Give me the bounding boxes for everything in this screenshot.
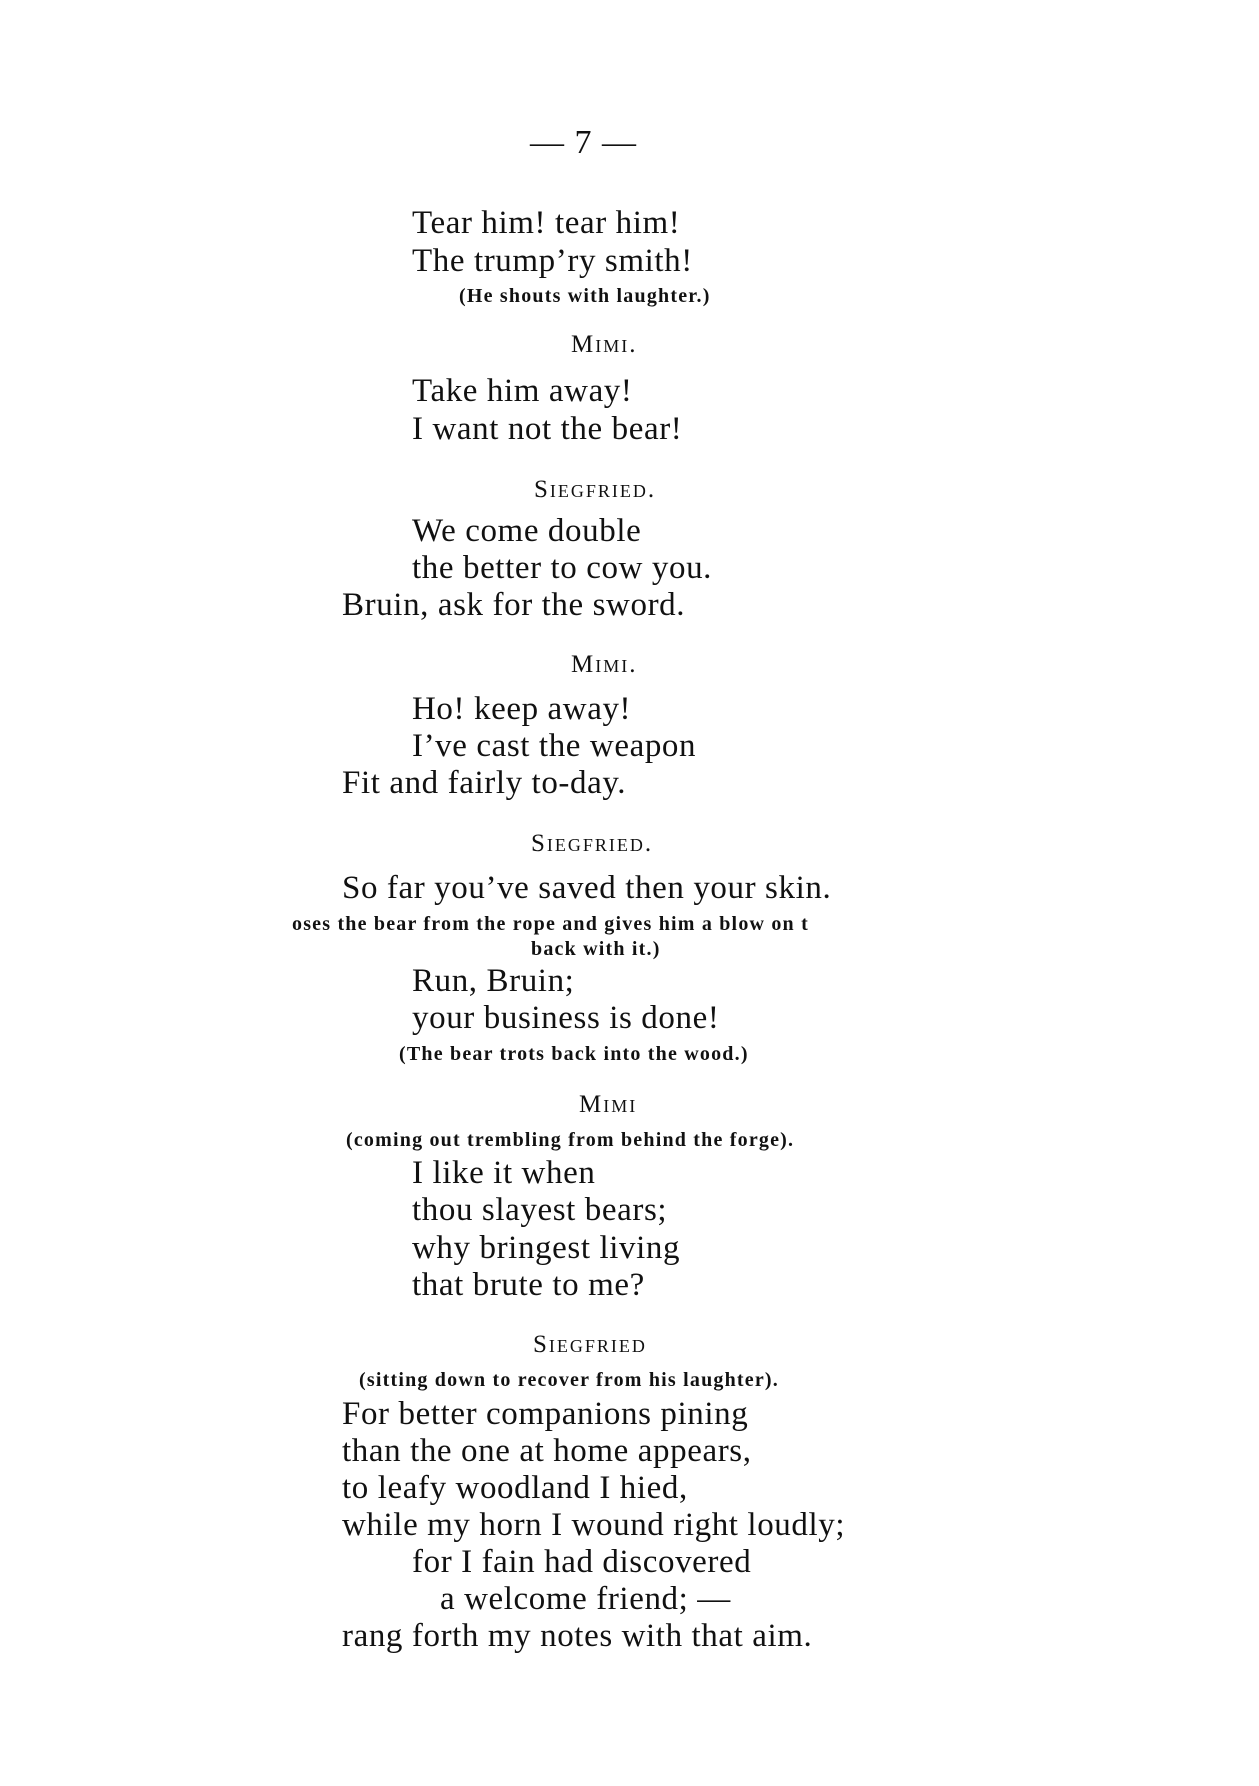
verse-line: So far you’ve saved then your skin. [342, 870, 832, 906]
verse-line: Bruin, ask for the sword. [342, 587, 686, 623]
verse-line: to leafy woodland I hied, [342, 1470, 688, 1506]
stage-direction: oses the bear from the rope and gives him a blow on t [292, 913, 809, 935]
verse-line: Ho! keep away! [412, 691, 632, 727]
verse-line: We come double [412, 513, 642, 549]
verse-line: for I fain had discovered [412, 1544, 752, 1580]
stage-direction: (sitting down to recover from his laughter). [359, 1369, 779, 1391]
verse-line: I want not the bear! [412, 411, 683, 447]
stage-direction: (coming out trembling from behind the forge). [346, 1129, 795, 1151]
verse-line: I’ve cast the weapon [412, 728, 697, 764]
verse-line: a welcome friend; — [440, 1581, 731, 1617]
verse-line: your business is done! [412, 1000, 720, 1036]
verse-line: rang forth my notes with that aim. [342, 1618, 813, 1654]
verse-line: Take him away! [412, 373, 633, 409]
stage-direction: (The bear trots back into the wood.) [399, 1043, 749, 1065]
verse-line: while my horn I wound right loudly; [342, 1507, 846, 1543]
page-number: — 7 — [530, 124, 637, 161]
speaker-name: Siegfried. [534, 476, 657, 503]
verse-line: I like it when [412, 1155, 596, 1191]
verse-line: The trump’ry smith! [412, 243, 693, 279]
speaker-name: Mimi. [571, 331, 638, 358]
verse-line: For better companions pining [342, 1396, 749, 1432]
stage-direction: back with it.) [531, 938, 661, 960]
stage-direction: (He shouts with laughter.) [459, 285, 711, 307]
verse-line: why bringest living [412, 1230, 681, 1266]
speaker-name: Mimi [579, 1091, 638, 1118]
verse-line: Tear him! tear him! [412, 205, 681, 241]
verse-line: thou slayest bears; [412, 1192, 668, 1228]
speaker-name: Mimi. [571, 651, 638, 678]
verse-line: the better to cow you. [412, 550, 713, 586]
speaker-name: Siegfried [533, 1331, 647, 1358]
verse-line: that brute to me? [412, 1267, 645, 1303]
speaker-name: Siegfried. [531, 830, 654, 857]
verse-line: Run, Bruin; [412, 963, 575, 999]
verse-line: Fit and fairly to-day. [342, 765, 627, 801]
verse-line: than the one at home appears, [342, 1433, 752, 1469]
